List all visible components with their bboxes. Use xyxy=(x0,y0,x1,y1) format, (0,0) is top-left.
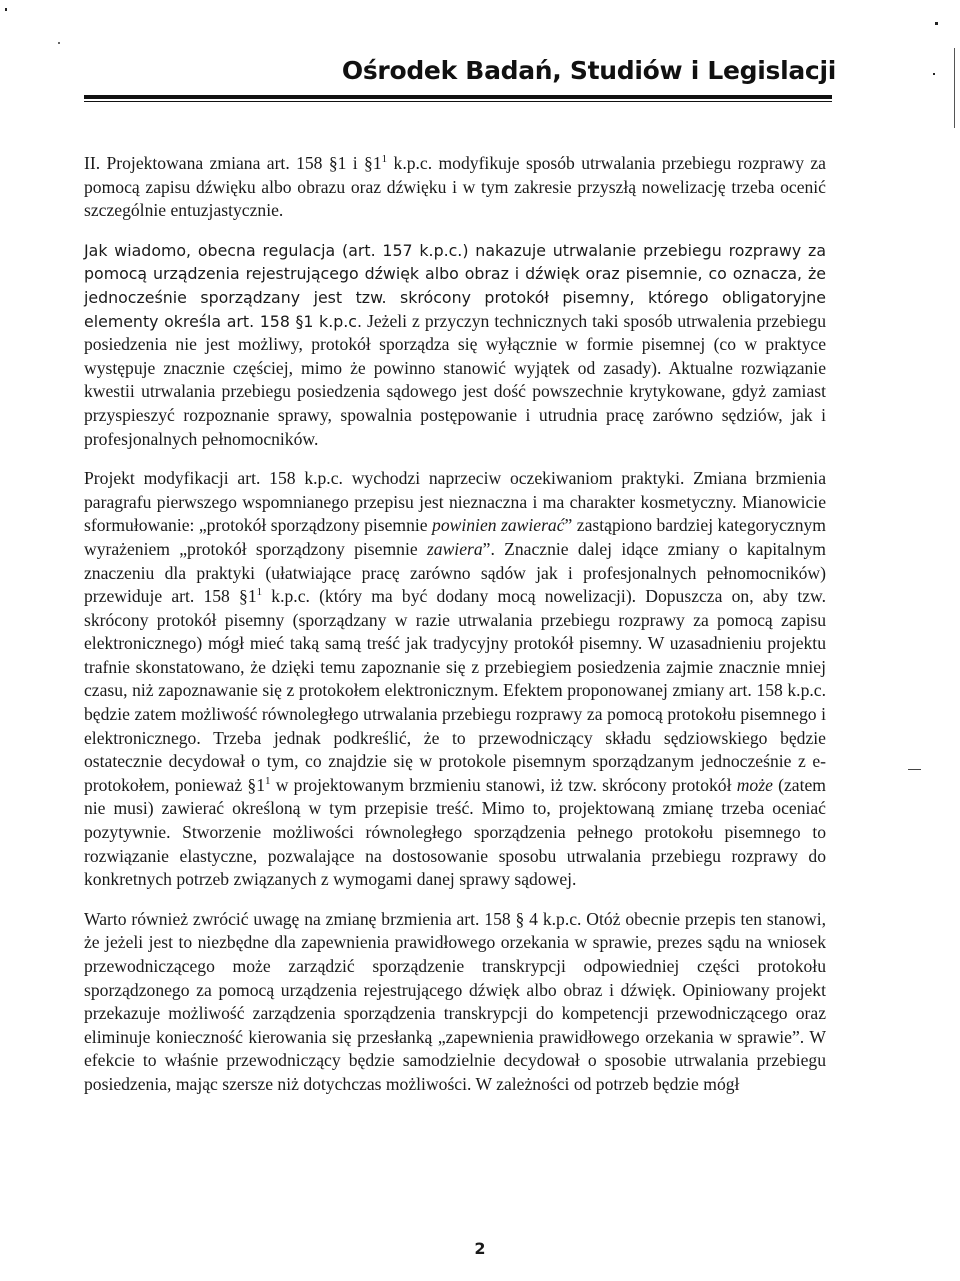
paragraph-section-ii xyxy=(84,152,826,223)
scan-artifact-right-dot xyxy=(933,73,935,75)
text-run: Projekt modyfikacji art. 158 k.p.c. wychodzi naprzeciw oczekiwaniom praktyki. Zmiana brzmienia paragrafu pierwszego wspomnianego przepisu jest nieznaczna i ma charakter kosmetyczny. Mianowicie sformułowanie: „protokół sporządzony pisemnie xyxy=(84,468,826,536)
text-run: k.p.c. (który ma być dodany mocą nowelizacji). Dopuszcza on, aby tzw. skrócony protokół pisemny (sporządzany w razie utrwalania przebiegu rozprawy za pomocą zapisu elektronicznego) mógł mieć taką samą treść jak tradycyjny protokół pisemny. W uzasadnieniu projektu trafnie skonstatowano, że dzięki temu zapoznanie się z przebiegiem posiedzenia zajmie znacznie mniej czasu, niż zapoznawanie się z protokołem elektronicznym. Efektem proponowanej zmiany art. 158 k.p.c. będzie zatem możliwość równoległego utrwalania przebiegu rozprawy za pomocą protokołu pisemnego i elektronicznego. Trzeba jednak podkreślić, że to przewodniczący składu sędziowskiego będzie ostatecznie decydował o tym, co znajdzie się w protokole pisemnym sporządzanym jednocześnie z e-protokołem, ponieważ §1 xyxy=(84,586,827,795)
scan-artifact-top-left xyxy=(5,8,7,11)
superscript: 1 xyxy=(381,153,388,166)
scan-artifact-top-right xyxy=(935,22,938,25)
text-run: Jeżeli z przyczyn technicznych taki sposób utrwalenia przebiegu posiedzenia nie jest możliwy, protokół sporządza się wyłącznie w formie pisemnej (co w praktyce występuje znacznie częściej, mimo że powinno stanowić wyjątek od zasady). Aktualne rozwiązanie kwestii utrwalania przebiegu posiedzenia sądowego jest dość powszechnie krytykowane, gdyż zamiast przyspieszyć rozpoznanie sprawy, spowalnia postępowanie i utrudnia pracę zarówno sędziów, jak i profesjonalnych pełnomocników. xyxy=(84,310,826,449)
scan-artifact-right-edge xyxy=(954,48,955,128)
scan-artifact-dash xyxy=(908,769,921,770)
paragraph-art-158-4 xyxy=(84,908,826,1097)
scan-artifact-left-dot xyxy=(58,42,60,44)
paragraph-current-regulation xyxy=(84,239,826,451)
text-run: (zatem nie musi) zawierać określoną w tym przepisie treść. Mimo to, projektowaną zmianę trzeba oceniać pozytywnie. Stworzenie możliwości równoległego sporządzenia pełnego protokołu pisemnego to rozwiązanie elastyczne, pozwalające na dostosowanie sposobu utrwalania przebiegu rozprawy do konkretnych potrzeb związanych z wymogami danej sprawy sądowej. xyxy=(84,774,826,890)
text-run-sans: Jak wiadomo, obecna regulacja (art. 157 k.p.c.) nakazuje utrwalanie przebiegu rozprawy za pomocą urządzenia rejestrującego dźwięk albo obraz i dźwięk oraz pisemnie, co oznacza, że jednocześnie sporządzany jest tzw. skrócony protokół pisemny, którego obligatoryjne elementy określa art. 158 §1 k.p.c. xyxy=(84,240,826,331)
superscript: 1 xyxy=(256,586,263,599)
text-run: ” zastąpiono bardziej kategorycznym wyrażeniem „protokół sporządzony pisemnie xyxy=(84,515,826,559)
text-run: II. Projektowana zmiana art. 158 §1 i §1 xyxy=(84,153,382,173)
italic-phrase: zawiera xyxy=(426,538,483,559)
header-rule xyxy=(84,95,832,99)
page-number: 2 xyxy=(474,1239,486,1258)
text-run: ”. Znacznie dalej idące zmiany o kapitalnym znaczeniu dla praktyki (ułatwiające pracę zarówno sądów jak i profesjonalnych pełnomocników) przewiduje art. 158 §1 xyxy=(84,538,826,607)
paragraph-project-modification xyxy=(84,467,826,892)
italic-phrase: powinien zawierać xyxy=(432,515,565,536)
superscript: 1 xyxy=(265,774,271,787)
text-run: k.p.c. modyfikuje sposób utrwalania przebiegu rozprawy za pomocą zapisu dźwięku albo obrazu oraz dźwięku i w tym zakresie przyszłą nowelizację trzeba ocenić szczególnie entuzjastycznie. xyxy=(84,153,826,221)
page-header xyxy=(0,0,960,110)
text-run: w projektowanym brzmieniu stanowi, iż tzw. skrócony protokół xyxy=(270,774,737,795)
italic-phrase: może xyxy=(736,774,773,795)
header-rule-thin xyxy=(84,101,832,102)
text-run: Warto również zwrócić uwagę na zmianę brzmienia art. 158 § 4 k.p.c. Otóż obecnie przepis ten stanowi, że jeżeli jest to niezbędne dla zapewnienia prawidłowego orzekania w sprawie, prezes sądu na wniosek przewodniczącego może zarządzić sporządzenie transkrypcji odpowiedniej części protokołu sporządzonego za pomocą urządzenia rejestrującego dźwięk albo obraz i dźwięk. Opiniowany projekt przekazuje możliwość zarządzenia sporządzenia transkrypcji do kompetencji przewodniczącego oraz eliminuje konieczność kierowania się przesłanką „zapewnienia prawidłowego orzekania w sprawie”. W efekcie to właśnie przewodniczący będzie samodzielnie decydował o sposobie utrwalania przebiegu posiedzenia, mając szersze niż dotychczas możliwości. W zależności od potrzeb będzie mógł xyxy=(84,908,826,1094)
institution-title: Ośrodek Badań, Studiów i Legislacji xyxy=(341,56,836,85)
document-body xyxy=(84,152,826,1097)
